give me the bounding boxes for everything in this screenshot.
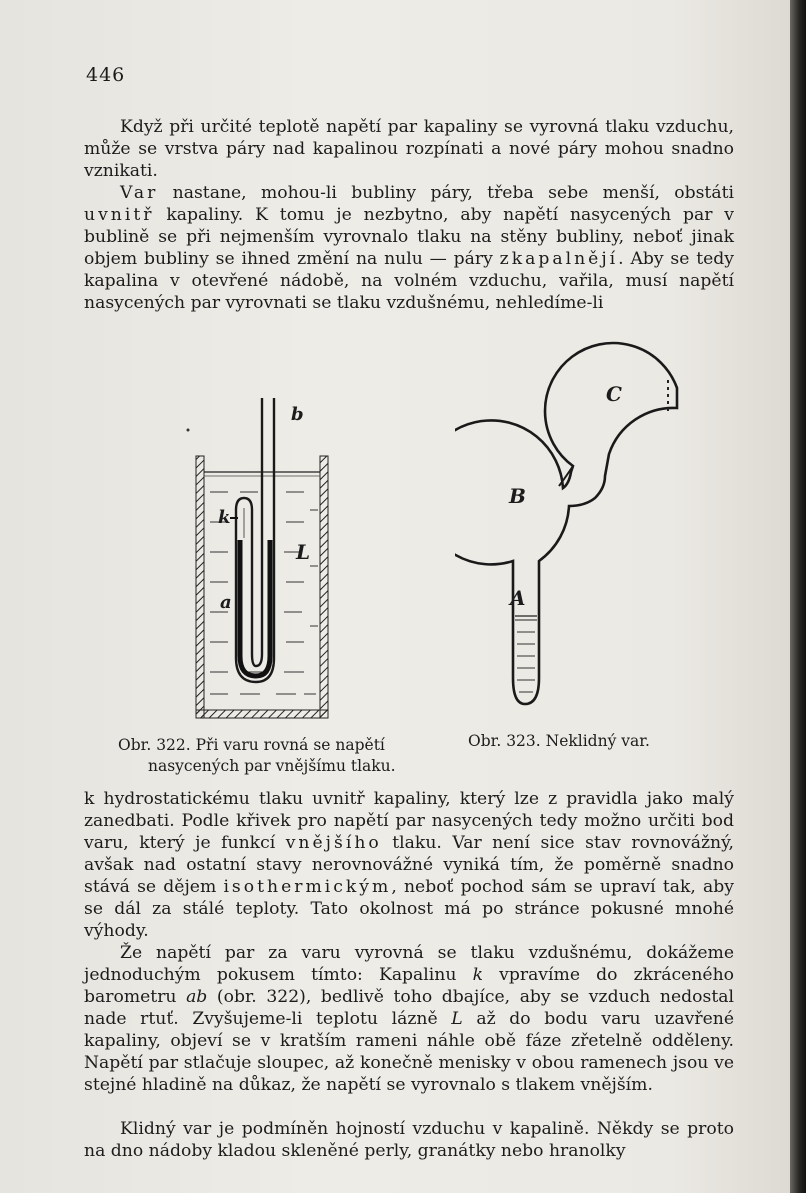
symbol-k: k bbox=[472, 965, 483, 985]
term-uvnitr: uvnitř bbox=[84, 205, 155, 225]
paragraph-3-text-a: k hydrostatickému tlaku uvnitř kapaliny, který lze z pravidla jako malý zanedbati. Podle křivek pro napětí par nasycených tedy možno určiti bod varu, který je funkcí bbox=[84, 789, 734, 853]
figure-322-barometer bbox=[180, 390, 350, 730]
symbol-L: L bbox=[451, 1009, 463, 1029]
caption-fig-322-line-1: Obr. 322. Při varu rovná se napětí bbox=[118, 736, 385, 754]
paragraph-1 bbox=[84, 116, 734, 182]
label-L: L bbox=[296, 540, 311, 564]
paragraph-1-text: Když při určité teplotě napětí par kapaliny se vyrovná tlaku vzduchu, může se vrstva páry nad kapalinou rozpínati a nové páry mohou snadno vznikati. bbox=[84, 117, 734, 181]
paragraph-2-text-c: . Aby se tedy kapalina v otevřené nádobě, na volném vzduchu, vařila, musí napětí nasycených par vyrovnati se tlaku vzdušnému, nehledíme-li bbox=[84, 249, 734, 313]
term-var: Var bbox=[120, 183, 159, 203]
paragraph-2-text-b: kapaliny. K tomu je nezbytno, aby napětí nasycených par v bublině se při nejmenším vyrovnalo tlaku na stěny bubliny, neboť jinak objem bubliny se ihned změní na nulu — páry bbox=[84, 205, 734, 269]
term-isothermickym: isothermickým bbox=[223, 877, 392, 897]
label-k: k bbox=[218, 507, 231, 528]
label-b: b bbox=[291, 404, 304, 425]
page-edge-shadow bbox=[790, 0, 806, 1193]
paragraph-5 bbox=[84, 1118, 734, 1162]
paragraph-3 bbox=[84, 788, 734, 942]
paragraph-2-text-a: nastane, mohou-li bubliny páry, třeba sebe menší, obstáti bbox=[158, 183, 734, 203]
label-A: A bbox=[510, 586, 526, 610]
paragraph-3-text-c: , neboť pochod sám se upraví tak, aby se dál za stálé teploty. Tato okolnost má po stránce pokusné mnohé výhody. bbox=[84, 877, 734, 941]
paragraph-4 bbox=[84, 942, 734, 1096]
symbol-ab: ab bbox=[186, 987, 208, 1007]
label-a: a bbox=[220, 592, 232, 613]
paragraph-5-text: Klidný var je podmíněn hojností vzduchu v kapalině. Někdy se proto na dno nádoby kladou skleněné perly, granátky nebo hranolky bbox=[84, 1119, 734, 1161]
label-B: B bbox=[509, 484, 526, 508]
page-number: 446 bbox=[86, 64, 126, 86]
paragraph-4-text-b: vpravíme do zkráceného barometru bbox=[84, 965, 734, 1007]
term-zkapalneji: zkapalnějí bbox=[499, 249, 619, 269]
term-vnejsiho: vnějšího bbox=[285, 833, 382, 853]
paragraph-4-text-a: Že napětí par za varu vyrovná se tlaku vzdušnému, dokážeme jednoduchým pokusem tímto: Kapalinu bbox=[84, 943, 734, 985]
paragraph-2 bbox=[84, 182, 734, 314]
figure-323-flask bbox=[455, 338, 685, 718]
caption-fig-323: Obr. 323. Neklidný var. bbox=[468, 732, 650, 750]
caption-fig-322-line-2: nasycených par vnějšímu tlaku. bbox=[148, 757, 396, 775]
paragraph-4-text-d: až do bodu varu uzavřené kapaliny, objeví se v kratším rameni náhle obě fáze zřetelně odděleny. Napětí par stlačuje sloupec, až konečně menisky v obou ramenech jsou ve stejné hladině na důkaz, že napětí se vyrovnalo s tlakem vnějším. bbox=[84, 1009, 734, 1095]
label-C: C bbox=[606, 382, 622, 406]
paragraph-4-text-c: (obr. 322), bedlivě toho dbajíce, aby se vzduch nedostal nade rtuť. Zvyšujeme-li teplotu lázně bbox=[84, 987, 734, 1029]
paragraph-3-text-b: tlaku. Var není sice stav rovnovážný, avšak nad ostatní stavy nerovnovážné vyniká tím, že poměrně snadno stává se dějem bbox=[84, 833, 734, 897]
